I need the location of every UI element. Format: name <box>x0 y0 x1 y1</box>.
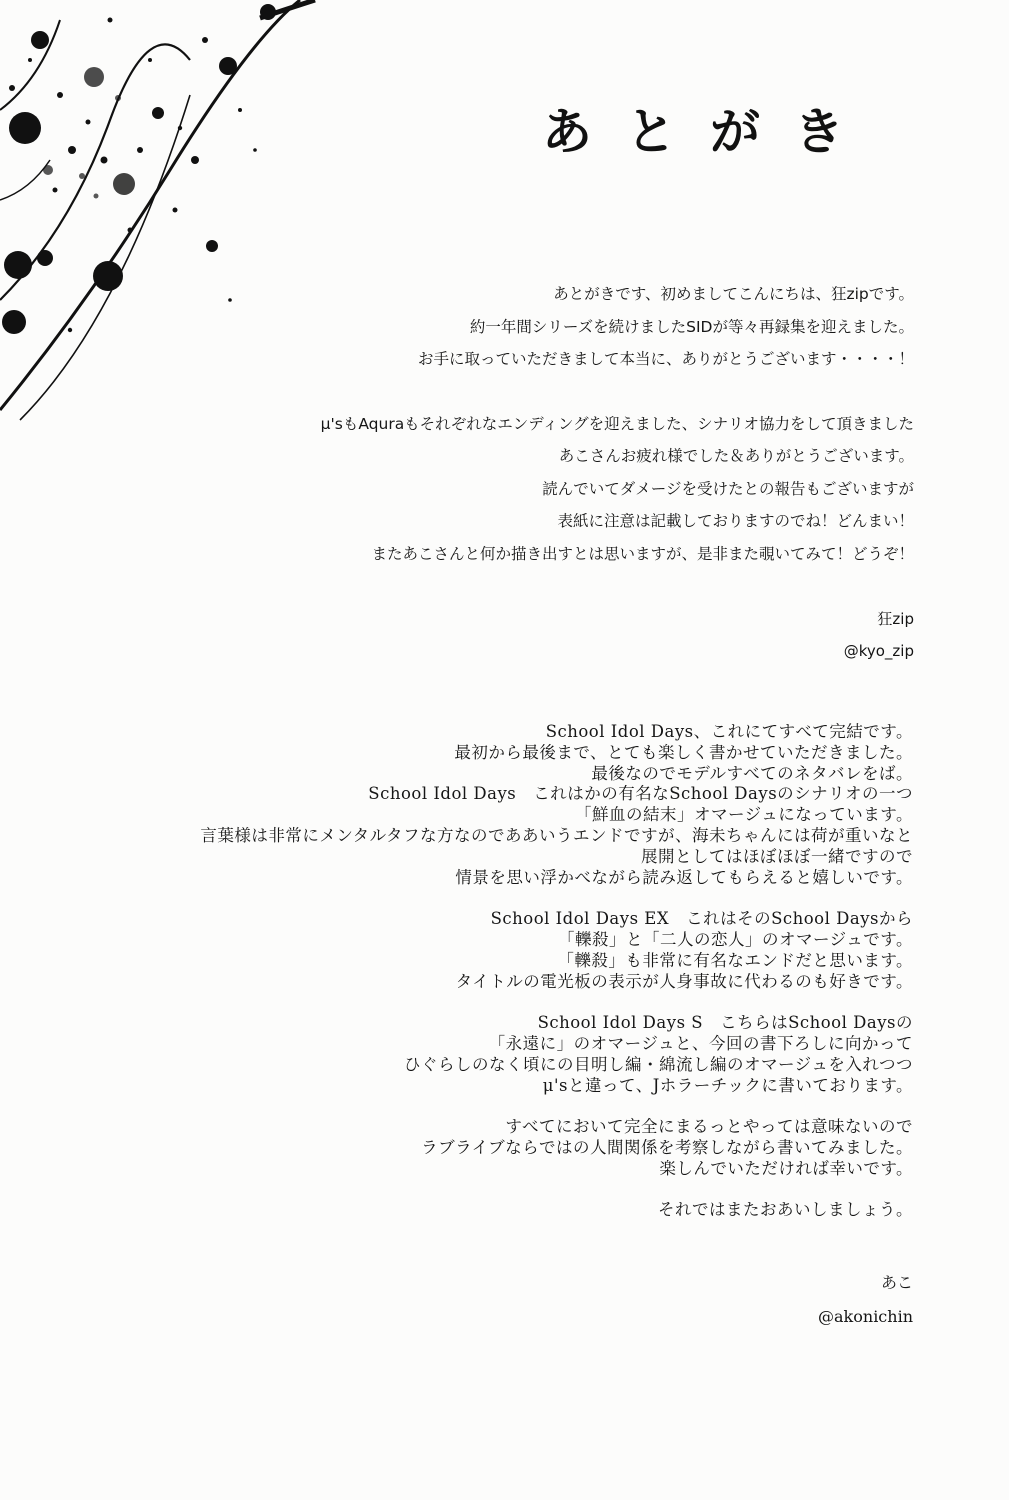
text-line: 読んでいてダメージを受けたとの報告もございますが <box>542 479 914 498</box>
text-line: 「鮮血の結末」オマージュになっています。 <box>574 805 913 825</box>
author-handle: @kyo_zip <box>843 642 914 660</box>
text-line: 最後なのでモデルすべてのネタバレをば。 <box>591 763 913 783</box>
text-line: μ'sもAquraもそれぞれなエンディングを迎えました、シナリオ協力をして頂きました <box>320 414 914 433</box>
text-line: またあこさんと何か描き出すとは思いますが、是非また覗いてみて！どうぞ！ <box>371 544 914 563</box>
author-name: 狂zip <box>877 610 914 628</box>
text-line: School Idol Days EX これはそのSchool Daysから <box>490 909 913 929</box>
author-handle: @akonichin <box>818 1307 913 1326</box>
text-line: ラブライブならではの人間関係を考察しながら書いてみました。 <box>421 1137 913 1157</box>
text-line: それではまたおあいしましょう。 <box>658 1200 913 1220</box>
text-line: School Idol Days S こちらはSchool Daysの <box>537 1013 913 1033</box>
text-line: すべてにおいて完全にまるっとやっては意味ないので <box>505 1117 913 1137</box>
text-line: 楽しんでいただければ幸いです。 <box>659 1158 913 1178</box>
text-line: 表紙に注意は記載しておりますのでね！どんまい！ <box>557 512 914 530</box>
text-line: School Idol Days これはかの有名なSchool Daysのシナリオの一つ <box>368 784 913 804</box>
text-line: 展開としてはほぼほぼ一緒ですので <box>641 846 913 866</box>
text-line: 約一年間シリーズを続けましたSIDが等々再録集を迎えました。 <box>469 317 914 336</box>
text-line: 最初から最後まで、とても楽しく書かせていただきました。 <box>454 742 913 762</box>
author-name: あこ <box>880 1273 913 1292</box>
text-line: 言葉様は非常にメンタルタフな方なのでああいうエンドですが、海未ちゃんには荷が重いなと <box>200 825 913 845</box>
text-line: あこさんお疲れ様でした＆ありがとうございます。 <box>558 447 914 465</box>
text-line: μ'sと違って、Jホラーチックに書いております。 <box>542 1075 913 1095</box>
signature-ako <box>818 1266 913 1334</box>
text-line: お手に取っていただきまして本当に、ありがとうございます・・・・！ <box>417 350 914 368</box>
text-line: 情景を思い浮かべながら読み返してもらえると嬉しいです。 <box>455 867 913 887</box>
text-line: タイトルの電光板の表示が人身事故に代わるのも好きです。 <box>455 971 913 991</box>
text-line: 「轢殺」と「二人の恋人」のオマージュです。 <box>557 929 913 949</box>
text-line: あとがきです、初めましてこんにちは、狂zipです。 <box>553 285 914 303</box>
ink-splatter-decoration <box>0 0 320 440</box>
page-title: あとがき <box>542 102 878 161</box>
text-line: School Idol Days、これにてすべて完結です。 <box>545 722 913 741</box>
afterword-section-kyo <box>321 278 914 570</box>
text-line: 「轢殺」も非常に有名なエンドだと思います。 <box>557 950 913 970</box>
text-line: 「永遠に」のオマージュと、今回の書下ろしに向かって <box>488 1033 913 1053</box>
signature-kyo <box>844 603 914 667</box>
text-line: ひぐらしのなく頃にの目明し編・綿流し編のオマージュを入れつつ <box>403 1054 913 1074</box>
afterword-section-ako <box>200 722 913 1221</box>
